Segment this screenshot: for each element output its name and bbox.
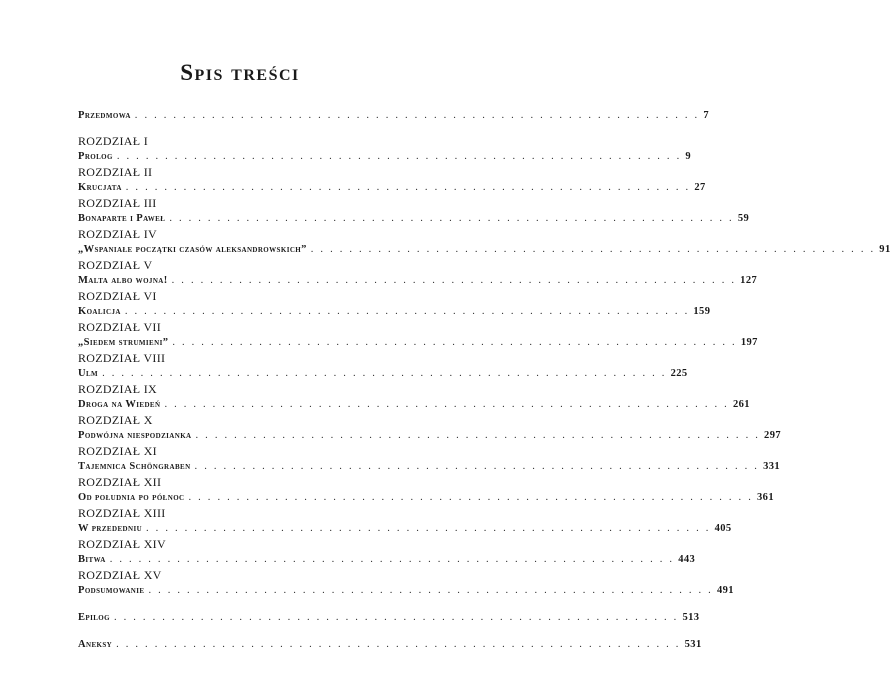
- toc-entry: [78, 165, 706, 196]
- toc-entry: [78, 568, 734, 599]
- toc-line: [78, 335, 758, 351]
- entry-title: „Wspaniałe początki czasów aleksandrowskich”: [78, 244, 307, 255]
- page-number: 159: [693, 306, 711, 317]
- page-number: 261: [732, 399, 750, 410]
- toc-entry: [78, 444, 781, 475]
- page-number: 59: [737, 213, 750, 224]
- entry-title: Prolog: [78, 151, 113, 162]
- entry-title: Aneksy: [78, 639, 113, 650]
- dot-leader: . . . . . . . . . . . . . . . . . . . . . . . . . . . . . . . . . . . . . . . . . . . . . . . . . . . . . . . . . . .: [113, 612, 679, 623]
- toc-line: [78, 637, 702, 653]
- dot-leader: . . . . . . . . . . . . . . . . . . . . . . . . . . . . . . . . . . . . . . . . . . . . . . . . . . . . . . . . . . .: [195, 430, 761, 441]
- page-number: 197: [740, 337, 758, 348]
- entry-title: Droga na Wiedeń: [78, 399, 161, 410]
- toc-entry: [78, 289, 711, 320]
- entry-title: Od południa po północ: [78, 492, 185, 503]
- entry-title: Bonaparte i Paweł: [78, 213, 166, 224]
- entry-title: Bitwa: [78, 554, 106, 565]
- dot-leader: . . . . . . . . . . . . . . . . . . . . . . . . . . . . . . . . . . . . . . . . . . . . . . . . . . . . . . . . . . .: [194, 461, 760, 472]
- toc-line: [78, 552, 696, 568]
- chapter-number: ROZDZIAŁ XII: [78, 475, 162, 489]
- toc-line: [78, 180, 706, 196]
- chapter-number: ROZDZIAŁ V: [78, 258, 153, 272]
- page-number: 405: [714, 523, 732, 534]
- toc-line: [78, 428, 781, 444]
- entry-title: Podsumowanie: [78, 585, 145, 596]
- chapter-number: ROZDZIAŁ XIV: [78, 537, 166, 551]
- toc-entry: [78, 475, 774, 506]
- toc-line: [78, 397, 750, 413]
- toc-line: [78, 149, 692, 165]
- dot-leader: . . . . . . . . . . . . . . . . . . . . . . . . . . . . . . . . . . . . . . . . . . . . . . . . . . . . . . . . . . .: [171, 275, 737, 286]
- entry-title: Krucjata: [78, 182, 122, 193]
- chapter-number: ROZDZIAŁ XV: [78, 568, 162, 582]
- chapter-number: ROZDZIAŁ III: [78, 196, 157, 210]
- page-number: 443: [678, 554, 696, 565]
- page-number: 27: [694, 182, 706, 193]
- toc-line: [78, 490, 774, 506]
- toc-entry: [78, 227, 891, 258]
- page-number: 127: [740, 275, 758, 286]
- entry-title: Koalicja: [78, 306, 121, 317]
- toc-line: [78, 273, 758, 289]
- dot-leader: . . . . . . . . . . . . . . . . . . . . . . . . . . . . . . . . . . . . . . . . . . . . . . . . . . . . . . . . . . .: [134, 110, 700, 121]
- entry-title: Ulm: [78, 368, 99, 379]
- toc-entry: [78, 108, 709, 124]
- dot-leader: . . . . . . . . . . . . . . . . . . . . . . . . . . . . . . . . . . . . . . . . . . . . . . . . . . . . . . . . . . .: [188, 492, 754, 503]
- page-number: 91: [879, 244, 891, 255]
- entry-title: Epilog: [78, 612, 110, 623]
- toc-line: [78, 610, 700, 626]
- toc-entry: [78, 506, 732, 537]
- toc-entry: [78, 134, 692, 165]
- entry-title: W przededniu: [78, 523, 143, 534]
- page-number: 531: [684, 639, 702, 650]
- toc-line: [78, 304, 711, 320]
- entry-title: Przedmowa: [78, 110, 131, 121]
- dot-leader: . . . . . . . . . . . . . . . . . . . . . . . . . . . . . . . . . . . . . . . . . . . . . . . . . . . . . . . . . . .: [109, 554, 675, 565]
- toc-entry: [78, 382, 750, 413]
- chapter-number: ROZDZIAŁ X: [78, 413, 153, 427]
- toc-entry: [78, 196, 750, 227]
- toc-line: [78, 583, 734, 599]
- toc-line: [78, 108, 709, 124]
- toc-entry: [78, 258, 758, 289]
- dot-leader: . . . . . . . . . . . . . . . . . . . . . . . . . . . . . . . . . . . . . . . . . . . . . . . . . . . . . . . . . . .: [102, 368, 667, 379]
- page-number: 297: [764, 430, 781, 441]
- page-number: 7: [703, 110, 709, 121]
- chapter-number: ROZDZIAŁ XI: [78, 444, 157, 458]
- chapter-number: ROZDZIAŁ XIII: [78, 506, 166, 520]
- entry-title: Malta albo wojna!: [78, 275, 168, 286]
- toc-line: [78, 242, 891, 258]
- toc-entry: [78, 413, 781, 444]
- toc-entry: [78, 537, 696, 568]
- toc-line: [78, 459, 781, 475]
- dot-leader: . . . . . . . . . . . . . . . . . . . . . . . . . . . . . . . . . . . . . . . . . . . . . . . . . . . . . . . . . . .: [124, 306, 690, 317]
- dot-leader: . . . . . . . . . . . . . . . . . . . . . . . . . . . . . . . . . . . . . . . . . . . . . . . . . . . . . . . . . . .: [310, 244, 876, 255]
- dot-leader: . . . . . . . . . . . . . . . . . . . . . . . . . . . . . . . . . . . . . . . . . . . . . . . . . . . . . . . . . . .: [148, 585, 713, 596]
- chapter-number: ROZDZIAŁ VI: [78, 289, 157, 303]
- dot-leader: . . . . . . . . . . . . . . . . . . . . . . . . . . . . . . . . . . . . . . . . . . . . . . . . . . . . . . . . . . .: [169, 213, 734, 224]
- toc-entry: [78, 610, 700, 626]
- page-number: 491: [716, 585, 734, 596]
- dot-leader: . . . . . . . . . . . . . . . . . . . . . . . . . . . . . . . . . . . . . . . . . . . . . . . . . . . . . . . . . . .: [164, 399, 729, 410]
- toc-line: [78, 211, 750, 227]
- page-number: 225: [670, 368, 688, 379]
- dot-leader: . . . . . . . . . . . . . . . . . . . . . . . . . . . . . . . . . . . . . . . . . . . . . . . . . . . . . . . . . . .: [172, 337, 737, 348]
- entry-title: Podwójna niespodzianka: [78, 430, 192, 441]
- chapter-number: ROZDZIAŁ IV: [78, 227, 157, 241]
- toc-entry: [78, 320, 758, 351]
- dot-leader: . . . . . . . . . . . . . . . . . . . . . . . . . . . . . . . . . . . . . . . . . . . . . . . . . . . . . . . . . . .: [116, 639, 681, 650]
- toc-entry: [78, 351, 688, 382]
- entry-title: Tajemnica Schöngraben: [78, 461, 191, 472]
- page-title: Spis treści: [180, 60, 300, 85]
- chapter-number: ROZDZIAŁ IX: [78, 382, 157, 396]
- table-of-contents: [78, 108, 891, 653]
- entry-title: „Siedem strumieni”: [78, 337, 169, 348]
- dot-leader: . . . . . . . . . . . . . . . . . . . . . . . . . . . . . . . . . . . . . . . . . . . . . . . . . . . . . . . . . . .: [116, 151, 682, 162]
- page-number: 361: [757, 492, 774, 503]
- page-number: 9: [685, 151, 692, 162]
- page-number: 331: [763, 461, 781, 472]
- dot-leader: . . . . . . . . . . . . . . . . . . . . . . . . . . . . . . . . . . . . . . . . . . . . . . . . . . . . . . . . . . .: [146, 523, 711, 534]
- toc-line: [78, 366, 688, 382]
- dot-leader: . . . . . . . . . . . . . . . . . . . . . . . . . . . . . . . . . . . . . . . . . . . . . . . . . . . . . . . . . . .: [125, 182, 691, 193]
- chapter-number: ROZDZIAŁ VIII: [78, 351, 166, 365]
- toc-entry: [78, 637, 702, 653]
- chapter-number: ROZDZIAŁ II: [78, 165, 153, 179]
- toc-line: [78, 521, 732, 537]
- chapter-number: ROZDZIAŁ VII: [78, 320, 162, 334]
- page-number: 513: [682, 612, 700, 623]
- chapter-number: ROZDZIAŁ I: [78, 134, 148, 148]
